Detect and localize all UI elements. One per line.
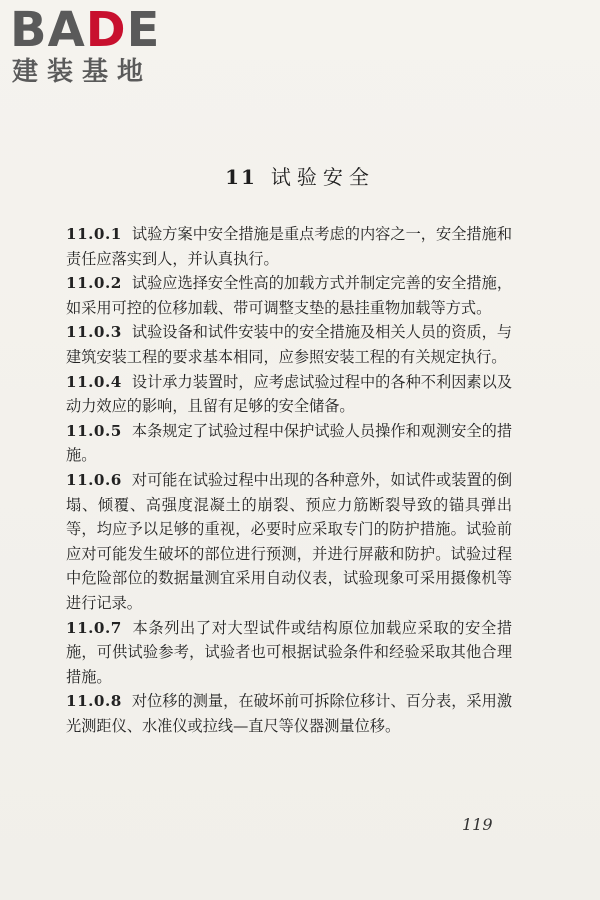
logo-wordmark — [10, 2, 161, 58]
clause-11-0-1 — [66, 222, 512, 271]
logo-word-accent: D — [85, 2, 127, 58]
clause-11-0-8 — [66, 689, 512, 738]
clause-number: 11.0.1 — [66, 225, 122, 243]
chapter-number: 11 — [225, 165, 257, 189]
clause-text: 试验设备和试件安装中的安全措施及相关人员的资质，与建筑安装工程的要求基本相同，应参照安装工程的有关规定执行。 — [66, 323, 512, 366]
clause-number: 11.0.8 — [66, 692, 122, 711]
clause-text: 试验方案中安全措施是重点考虑的内容之一，安全措施和责任应落实到人，并认真执行。 — [66, 225, 512, 268]
clause-text: 对位移的测量，在破坏前可拆除位移计、百分表，采用激光测距仪、水准仪或拉线—直尺等仪器测量位移。 — [66, 692, 512, 735]
bade-logo — [10, 2, 180, 88]
clause-11-0-4 — [66, 370, 512, 419]
clause-number: 11.0.5 — [66, 421, 122, 440]
clause-list — [66, 222, 512, 738]
logo-word-suffix: E — [126, 2, 161, 58]
clause-11-0-5 — [66, 419, 512, 468]
clause-11-0-7 — [66, 616, 512, 690]
clause-text: 本条列出了对大型试件或结构原位加载应采取的安全措施，可供试验参考，试验者也可根据试验条件和经验采取其他合理措施。 — [66, 618, 512, 686]
clause-number: 11.0.6 — [66, 470, 122, 489]
clause-text: 试验应选择安全性高的加载方式并制定完善的安全措施，如采用可控的位移加载、带可调整支垫的悬挂重物加载等方式。 — [66, 274, 512, 317]
clause-11-0-6 — [66, 468, 512, 616]
clause-11-0-2 — [66, 271, 512, 320]
clause-number: 11.0.7 — [66, 618, 122, 637]
clause-number: 11.0.3 — [66, 323, 122, 342]
page-number: 119 — [462, 815, 493, 834]
logo-subtitle: 建装基地 — [12, 57, 153, 87]
logo-word-prefix: BA — [10, 2, 86, 58]
chapter-title — [0, 164, 600, 190]
clause-text: 设计承力装置时，应考虑试验过程中的各种不利因素以及动力效应的影响，且留有足够的安全储备。 — [66, 372, 512, 416]
chapter-title-text: 试验安全 — [270, 165, 375, 189]
clause-text: 本条规定了试验过程中保护试验人员操作和观测安全的措施。 — [66, 421, 512, 465]
clause-11-0-3 — [66, 320, 512, 369]
clause-text: 对可能在试验过程中出现的各种意外，如试件或装置的倒塌、倾覆、高强度混凝土的崩裂、预应力筋断裂导致的锚具弹出等，均应予以足够的重视，必要时应采取专门的防护措施。试验前应对可能发生破坏的部位进行预测，并进行屏蔽和防护。试验过程中危险部位的数据量测宜采用自动仪表，试验现象可采用摄像机等进行记录。 — [66, 470, 512, 612]
clause-number: 11.0.2 — [66, 274, 122, 293]
clause-number: 11.0.4 — [66, 372, 122, 391]
